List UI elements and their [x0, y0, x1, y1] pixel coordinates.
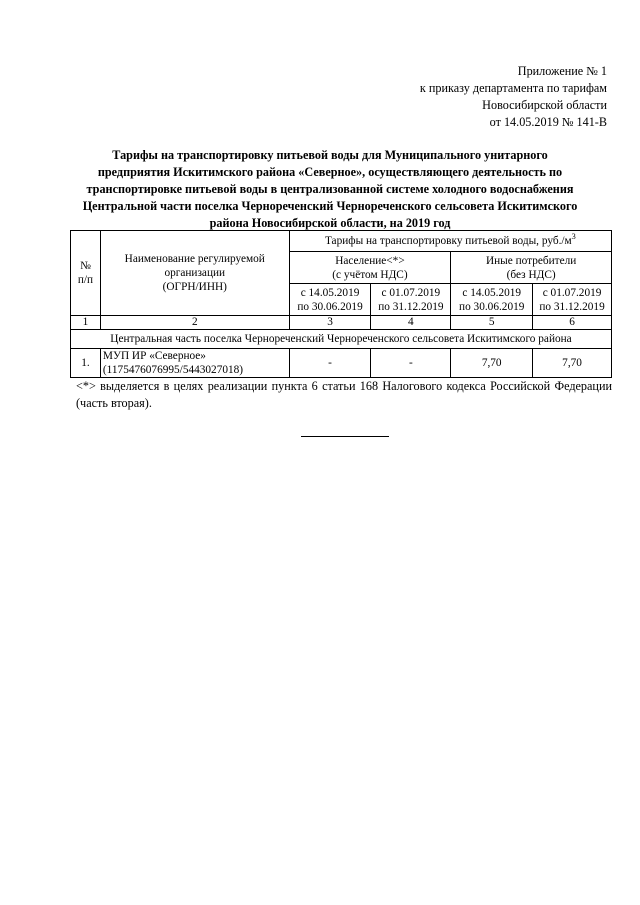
- footnote: <*> выделяется в целях реализации пункта 6 статьи 168 Налогового кодекса Российской Федерации (часть вторая).: [76, 379, 612, 410]
- organization-name: МУП ИР «Северное»: [102, 350, 206, 362]
- tariff-value-cell: -: [289, 349, 371, 378]
- tariff-value-cell: 7,70: [533, 349, 612, 378]
- table-row: [71, 349, 612, 378]
- header-period-cell: [533, 284, 612, 316]
- organization-ids: (1175476076995/5443027018): [102, 364, 244, 376]
- section-title-cell: Центральная часть поселка Чернореченский Чернореченского сельсовета Искитимского района: [71, 330, 612, 349]
- header-number-line: п/п: [77, 274, 94, 286]
- period-line: с 01.07.2019: [542, 286, 602, 299]
- section-row: [71, 330, 612, 349]
- header-period-cell: [371, 284, 451, 316]
- header-other-consumers-line: Иные потребители: [485, 254, 577, 267]
- header-population-line: Население<*>: [335, 254, 405, 267]
- table-header-row: [71, 231, 612, 252]
- period-line: с 14.05.2019: [300, 286, 360, 299]
- period-line: по 31.12.2019: [539, 300, 605, 313]
- header-tariffs-text: Тарифы на транспортировку питьевой воды, руб./м: [324, 235, 572, 247]
- column-number-cell: 6: [533, 316, 612, 330]
- end-divider: [301, 436, 389, 437]
- header-other-consumers-cell: [451, 252, 612, 284]
- tariff-value-cell: 7,70: [451, 349, 533, 378]
- column-number-cell: 5: [451, 316, 533, 330]
- row-organization-cell: [100, 349, 289, 378]
- period-line: по 30.06.2019: [459, 300, 525, 313]
- period-line: с 14.05.2019: [462, 286, 522, 299]
- title-line: предприятия Искитимского района «Северное», осуществляющего деятельность по: [97, 165, 563, 179]
- tariff-value-cell: -: [371, 349, 451, 378]
- header-organization-line: Наименование регулируемой: [124, 253, 265, 265]
- header-organization-line: (ОГРН/ИНН): [162, 281, 227, 293]
- row-number-cell: 1.: [71, 349, 101, 378]
- column-number-cell: 3: [289, 316, 371, 330]
- header-number-line: №: [80, 260, 91, 272]
- header-number-cell: [71, 231, 101, 316]
- column-number-cell: 1: [71, 316, 101, 330]
- annex-line: Новосибирской области: [482, 98, 607, 112]
- header-period-cell: [289, 284, 371, 316]
- title-line: транспортировке питьевой воды в централизованной системе холодного водоснабжения: [86, 182, 574, 196]
- column-number-cell: 4: [371, 316, 451, 330]
- header-tariffs-cell: [289, 231, 611, 252]
- tariffs-table: [70, 230, 612, 378]
- header-organization-cell: [100, 231, 289, 316]
- period-line: по 30.06.2019: [297, 300, 363, 313]
- header-population-line: (с учётом НДС): [332, 268, 408, 281]
- annex-line: Приложение № 1: [517, 64, 607, 78]
- column-number-cell: 2: [100, 316, 289, 330]
- header-tariffs-superscript: 3: [571, 232, 576, 242]
- header-period-cell: [451, 284, 533, 316]
- period-line: по 31.12.2019: [378, 300, 444, 313]
- column-number-row: [71, 316, 612, 330]
- annex-line: от 14.05.2019 № 141-В: [489, 115, 607, 129]
- header-other-consumers-line: (без НДС): [506, 268, 556, 281]
- annex-reference: [420, 63, 607, 131]
- title-line: Тарифы на транспортировку питьевой воды для Муниципального унитарного: [112, 148, 548, 162]
- title-line: района Новосибирской области, на 2019 год: [209, 216, 451, 230]
- header-organization-line: организации: [164, 267, 226, 279]
- header-population-cell: [289, 252, 451, 284]
- title-line: Центральной части поселка Чернореченский Чернореченского сельсовета Искитимского: [82, 199, 578, 213]
- period-line: с 01.07.2019: [381, 286, 441, 299]
- annex-line: к приказу департамента по тарифам: [419, 81, 607, 95]
- document-title: [70, 147, 590, 232]
